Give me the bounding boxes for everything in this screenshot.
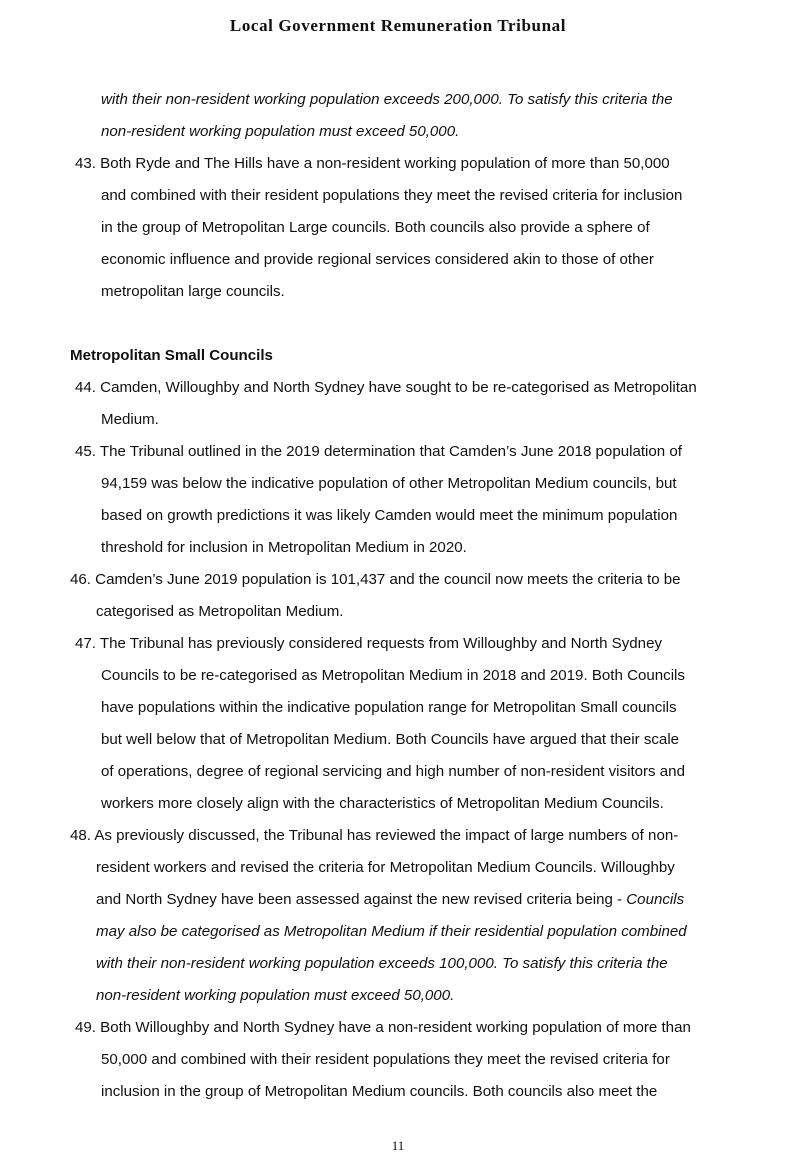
section-heading: Metropolitan Small Councils [70, 347, 273, 364]
body-line: based on growth predictions it was likely Camden would meet the minimum population [101, 507, 678, 524]
paragraph-46-line: 46. Camden’s June 2019 population is 101,437 and the council now meets the criteria to be [70, 571, 681, 588]
body-line: but well below that of Metropolitan Medium. Both Councils have argued that their scale [101, 731, 680, 748]
body-line-italic-part: Councils [626, 891, 685, 908]
body-line: resident workers and revised the criteria for Metropolitan Medium Councils. Willoughby [96, 859, 675, 876]
body-line: Councils to be re-categorised as Metropolitan Medium in 2018 and 2019. Both Councils [101, 667, 685, 684]
body-line: non-resident working population must exceed 50,000. [101, 123, 460, 140]
body-line: have populations within the indicative population range for Metropolitan Small councils [101, 699, 677, 716]
body-line: economic influence and provide regional services considered akin to those of other [101, 251, 654, 268]
paragraph-45-line: 45. The Tribunal outlined in the 2019 determination that Camden’s June 2018 population of [75, 443, 682, 460]
body-line: workers more closely align with the characteristics of Metropolitan Medium Councils. [101, 795, 664, 812]
paragraph-47-line: 47. The Tribunal has previously considered requests from Willoughby and North Sydney [75, 635, 663, 652]
body-line: of operations, degree of regional servicing and high number of non-resident visitors and [101, 763, 685, 780]
body-line-normal-part: and North Sydney have been assessed against the new revised criteria being - [96, 891, 627, 908]
body-line: inclusion in the group of Metropolitan Medium councils. Both councils also meet the [101, 1083, 658, 1100]
body-line: metropolitan large councils. [101, 283, 285, 300]
body-line: 94,159 was below the indicative population of other Metropolitan Medium councils, but [101, 475, 677, 492]
paragraph-44-line: 44. Camden, Willoughby and North Sydney have sought to be re-categorised as Metropolitan [75, 379, 697, 396]
body-line: with their non-resident working population exceeds 200,000. To satisfy this criteria the [101, 91, 673, 108]
page-number: 11 [391, 1138, 405, 1153]
paragraph-43-line: 43. Both Ryde and The Hills have a non-resident working population of more than 50,000 [75, 155, 670, 172]
paragraph-49-line: 49. Both Willoughby and North Sydney have a non-resident working population of more than [75, 1019, 691, 1036]
body-line: in the group of Metropolitan Large councils. Both councils also provide a sphere of [101, 219, 650, 236]
body-line: threshold for inclusion in Metropolitan Medium in 2020. [101, 539, 467, 556]
paragraph-48-line: 48. As previously discussed, the Tribunal has reviewed the impact of large numbers of non- [70, 827, 679, 844]
body-line: categorised as Metropolitan Medium. [96, 603, 344, 620]
body-line: and combined with their resident populations they meet the revised criteria for inclusion [101, 187, 683, 204]
body-line-mixed [96, 890, 684, 910]
body-line: 50,000 and combined with their resident populations they meet the revised criteria for [101, 1051, 670, 1068]
body-line: with their non-resident working population exceeds 100,000. To satisfy this criteria the [96, 955, 668, 972]
body-line: may also be categorised as Metropolitan Medium if their residential population combined [96, 923, 687, 940]
page-header-title: Local Government Remuneration Tribunal [229, 16, 567, 35]
body-line: non-resident working population must exceed 50,000. [96, 987, 455, 1004]
body-line: Medium. [101, 411, 159, 428]
